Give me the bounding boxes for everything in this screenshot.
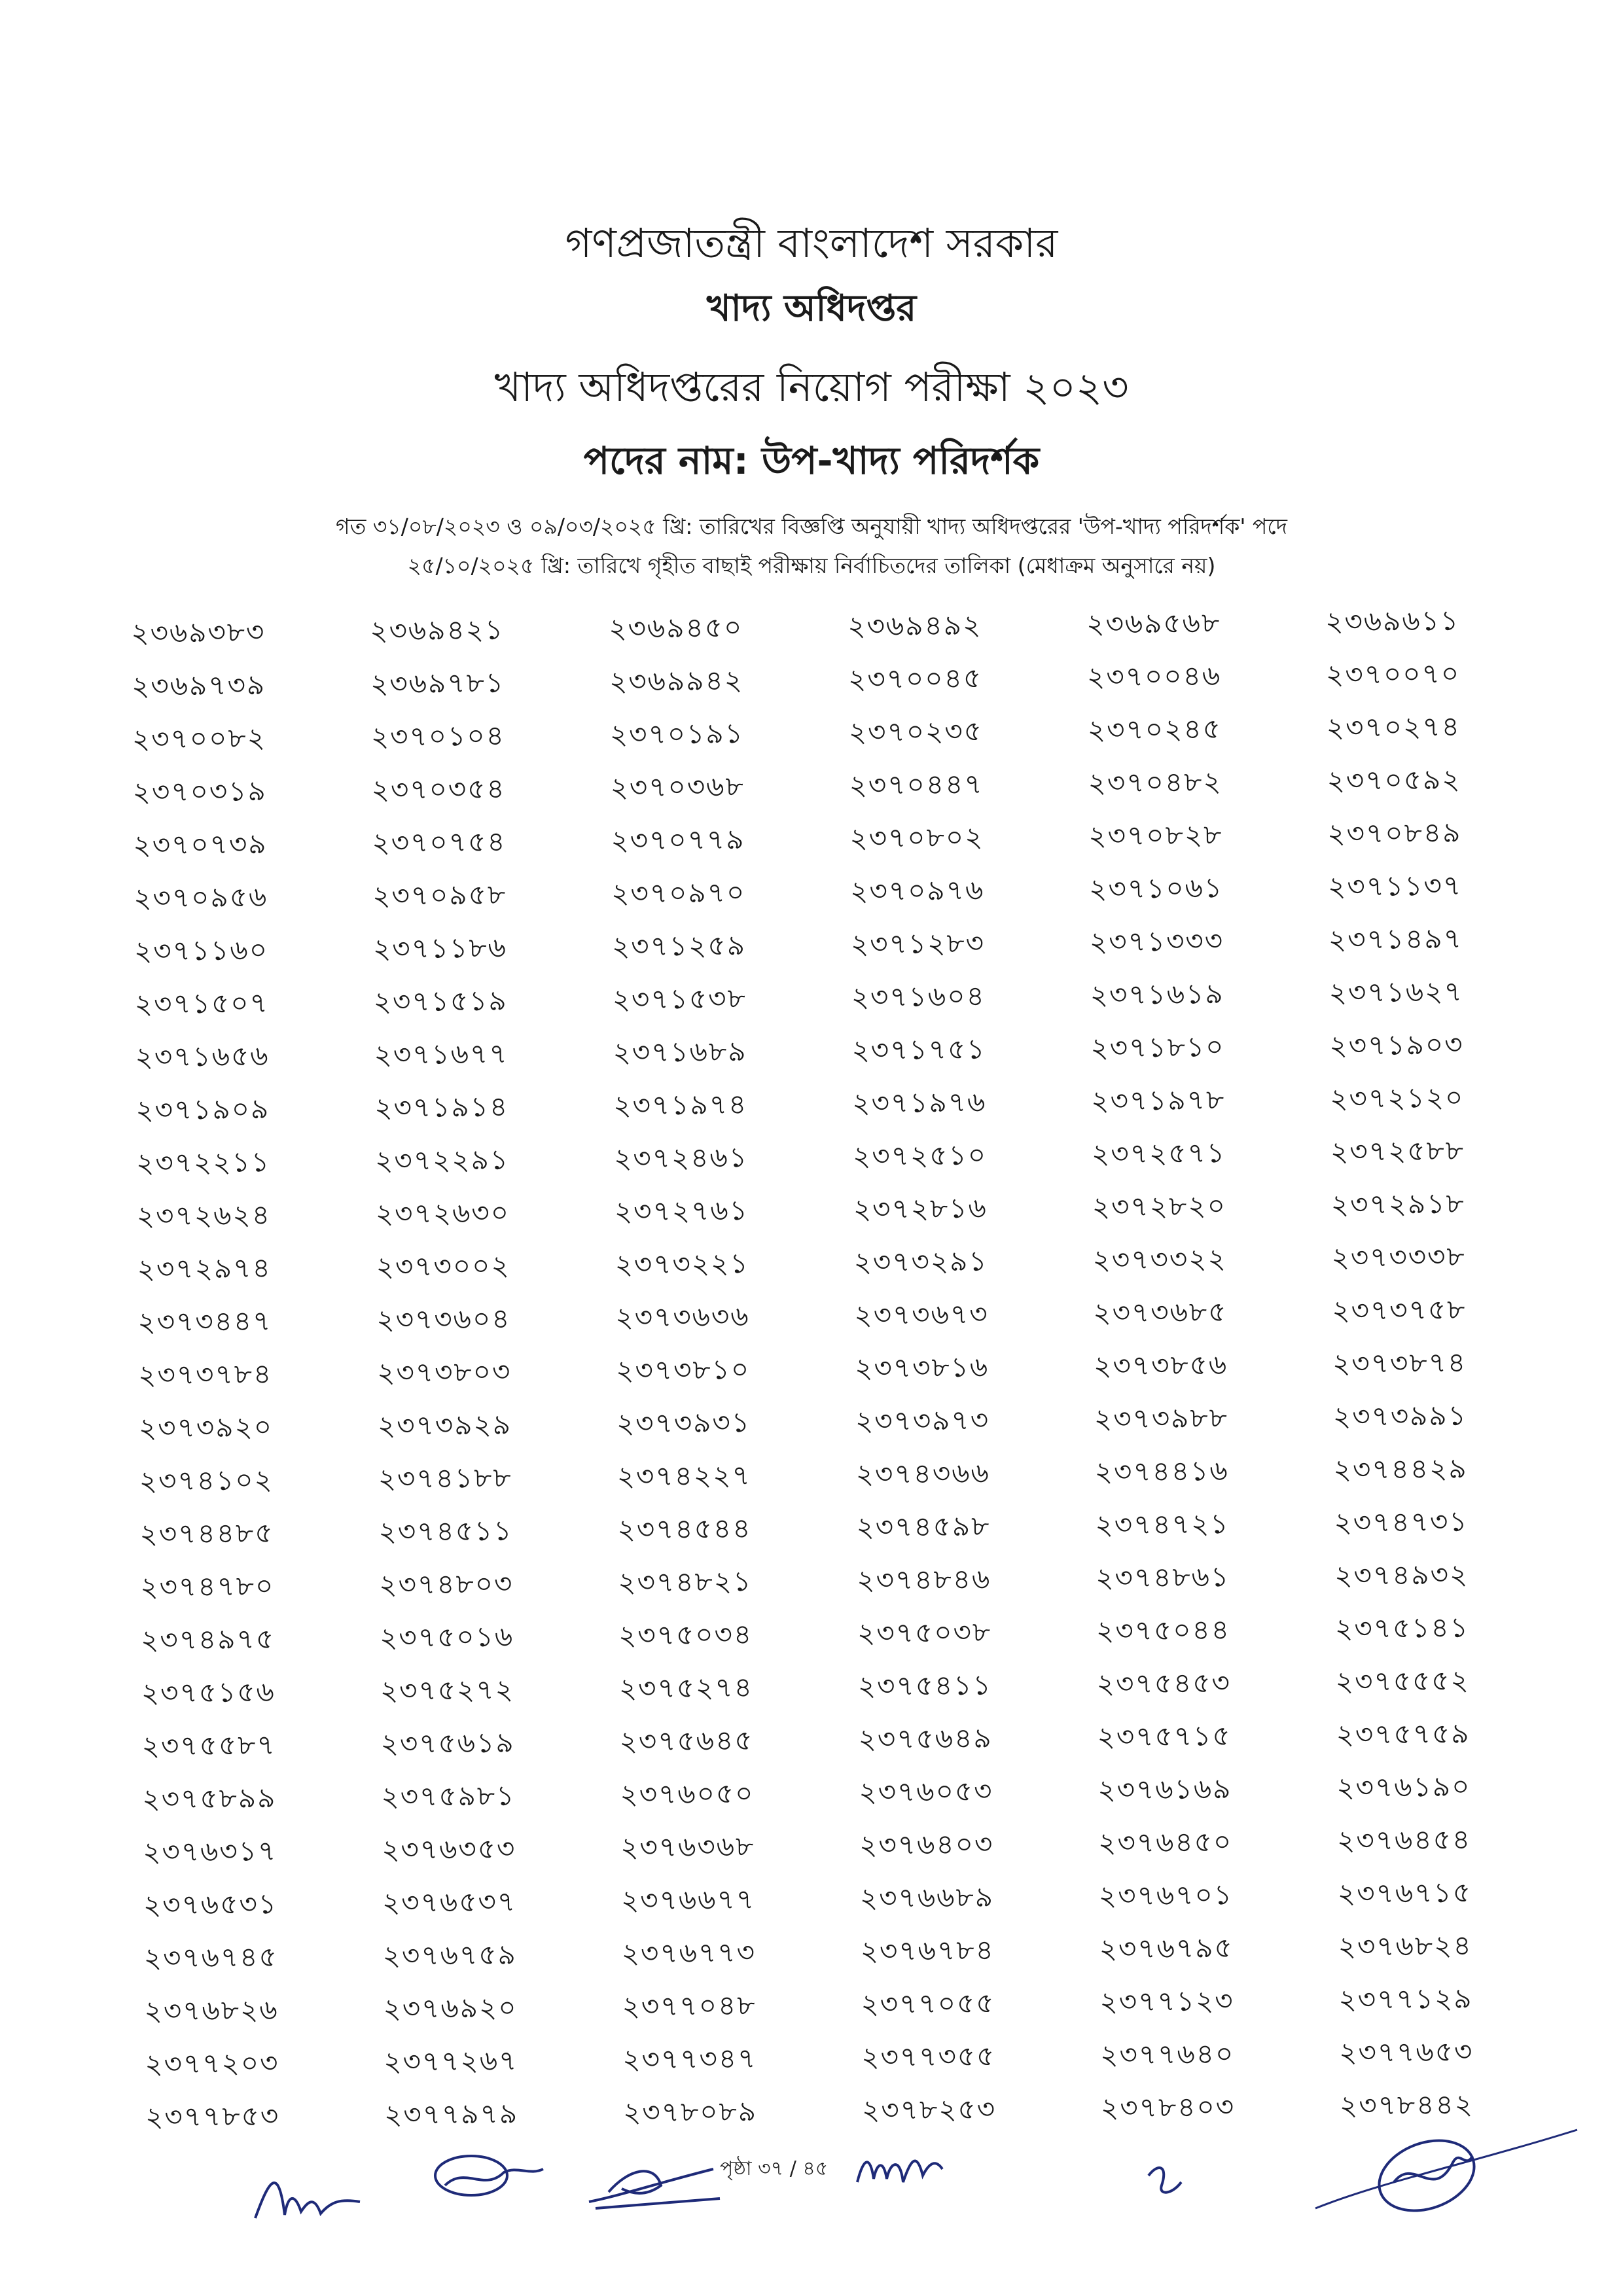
roll-number-cell: ২৩৬৯৪৫০	[609, 611, 743, 645]
roll-number-cell: ২৩৭৭০৫৫	[861, 1987, 995, 2021]
roll-number-cell: ২৩৬৯৭৮১	[370, 666, 505, 700]
roll-number-cell: ২৩৭৩৯৮৮	[1094, 1401, 1229, 1435]
roll-number-cell: ২৩৭৪৫৪৪	[617, 1511, 752, 1545]
roll-number-cell: ২৩৭৭২০৩	[145, 2046, 279, 2080]
roll-number-cell: ২৩৭৭৮৫৩	[145, 2099, 280, 2133]
roll-number-cell: ২৩৭২৫১০	[852, 1139, 988, 1173]
roll-number-cell: ২৩৭৬০৫৩	[859, 1775, 993, 1809]
roll-number-cell: ২৩৭১৬২৭	[1329, 975, 1464, 1009]
roll-number-cell: ২৩৭১১৮৬	[372, 931, 508, 965]
roll-number-cell: ২৩৬৯৫৬৮	[1086, 607, 1221, 640]
roll-number-cell: ২৩৭১২৮৩	[850, 927, 986, 961]
roll-number-cell: ২৩৭৬৮২৪	[1338, 1929, 1472, 1963]
government-title: গণপ্রজাতন্ত্রী বাংলাদেশ সরকার	[565, 219, 1058, 267]
roll-number-cell: ২৩৭১১৩৭	[1327, 869, 1463, 903]
roll-number-cell: ২৩৭৩৬৩৬	[615, 1299, 750, 1333]
roll-number-cell: ২৩৭৫৪৫৩	[1096, 1666, 1232, 1700]
roll-number-cell: ২৩৭৫৯৮১	[381, 1779, 516, 1813]
roll-number-cell: ২৩৭৩৬০৪	[376, 1302, 511, 1336]
roll-number-cell: ২৩৭৬৫৩১	[143, 1887, 278, 1921]
roll-number-cell: ২৩৭৬৩৬৮	[620, 1829, 755, 1863]
roll-number-cell: ২৩৭২৭৬১	[614, 1193, 749, 1227]
roll-number-cell: ২৩৭৪৭৮০	[140, 1569, 275, 1603]
roll-number-cell: ২৩৭১৯৭৮	[1091, 1083, 1226, 1117]
roll-number-cell: ২৩৭৪৮৬১	[1096, 1560, 1230, 1594]
roll-number-cell: ২৩৭৫১৪১	[1334, 1611, 1470, 1645]
roll-number-cell: ২৩৭৫৬১৯	[380, 1726, 515, 1760]
roll-number-cell: ২৩৭৬৫৩৭	[382, 1885, 517, 1919]
roll-number-cell: ২৩৭৩৮১০	[615, 1352, 751, 1386]
roll-number-cell: ২৩৬৯৪৯২	[847, 609, 982, 643]
roll-number-cell: ২৩৭২৮২০	[1092, 1189, 1227, 1223]
roll-number-cell: ২৩৭৬১৬৯	[1097, 1772, 1232, 1806]
roll-number-cell: ২৩৭৬৭৪৫	[143, 1940, 279, 1974]
roll-number-cell: ২৩৭৬৭৮৪	[860, 1934, 995, 1968]
roll-number-cell: ২৩৬৯৪২১	[370, 613, 505, 647]
roll-number-cell: ২৩৭৩৬৭৩	[854, 1298, 989, 1332]
roll-number-cell: ২৩৭৪৭৩১	[1334, 1505, 1469, 1539]
roll-number-cell: ২৩৭১৯৭৬	[852, 1086, 987, 1120]
roll-number-cell: ২৩৭০৮৪৯	[1327, 816, 1462, 850]
roll-number-cell: ২৩৭৬৪৫০	[1097, 1825, 1233, 1859]
roll-number-cell: ২৩৭১৮১০	[1090, 1030, 1225, 1064]
roll-number-cell: ২৩৭৩২৯১	[853, 1245, 988, 1279]
roll-number-cell: ২৩৭০০৭০	[1325, 657, 1461, 691]
roll-number-cell: ২৩৭৫৮৯৯	[142, 1781, 277, 1815]
roll-number-cell: ২৩৭২৮১৬	[853, 1192, 988, 1226]
roll-number-cell: ২৩৭৫২৭২	[380, 1673, 515, 1707]
roll-number-cell: ২৩৭৪২২৭	[616, 1458, 752, 1492]
roll-number-cell: ২৩৭৬৩১৭	[142, 1834, 277, 1868]
roll-number-cell: ২৩৭০৯৫৬	[133, 881, 268, 914]
roll-number-cell: ২৩৭৭৩৪৭	[622, 2041, 757, 2075]
roll-number-cell: ২৩৭১৩৩৩	[1089, 924, 1224, 958]
roll-number-cell: ২৩৭৩৮৫৬	[1093, 1348, 1228, 1382]
roll-number-cell: ২৩৭৪১০২	[139, 1463, 274, 1497]
roll-number-cell: ২৩৭৩৯৩১	[616, 1405, 751, 1439]
roll-number-cell: ২৩৭০৫৯২	[1327, 763, 1461, 797]
roll-number-cell: ২৩৭৬৭৯৫	[1099, 1931, 1234, 1965]
signature-5	[1139, 2156, 1191, 2208]
roll-number-cell: ২৩৭৪৮৪৬	[857, 1563, 991, 1597]
roll-number-cell: ২৩৭৬৭০১	[1098, 1878, 1234, 1912]
roll-number-cell: ২৩৭০৭৩৯	[133, 828, 268, 861]
roll-number-cell: ২৩৬৯৯৪২	[609, 664, 744, 698]
roll-number-cell: ২৩৭৬৪০৩	[859, 1828, 994, 1862]
roll-number-cell: ২৩৭১৬৫৬	[135, 1040, 270, 1073]
post-name: পদের নাম: উপ-খাদ্য পরিদর্শক	[583, 438, 1040, 483]
roll-number-cell: ২৩৭৮৪০৩	[1100, 2090, 1236, 2124]
department-title: খাদ্য অধিদপ্তর	[706, 287, 917, 330]
signature-6	[1302, 2097, 1590, 2228]
roll-number-cell: ২৩৭৬৯২০	[383, 1991, 518, 2025]
roll-number-cell: ২৩৭৪৩৬৬	[855, 1457, 991, 1491]
signature-4	[851, 2136, 949, 2195]
roll-number-cell: ২৩৭১৬০৪	[851, 980, 986, 1014]
roll-number-cell: ২৩৭০৮০২	[849, 821, 984, 855]
roll-number-cell: ২৩৭৫৫৫২	[1335, 1664, 1471, 1698]
roll-number-cell: ২৩৭৭৯৭৯	[383, 2097, 519, 2131]
roll-number-cell: ২৩৭০০৪৫	[847, 662, 983, 696]
roll-number-cell: ২৩৭৩৩২২	[1092, 1242, 1227, 1276]
roll-number-cell: ২৩৭১৯০৩	[1329, 1028, 1464, 1062]
roll-number-cell: ২৩৭৬৬৭৭	[620, 1882, 756, 1916]
roll-number-cell: ২৩৭৪৮০৩	[379, 1567, 514, 1601]
roll-number-grid	[131, 598, 1578, 2149]
roll-number-cell: ২৩৭০১৯১	[609, 717, 745, 751]
roll-number-cell: ২৩৭১৪৯৭	[1328, 922, 1463, 956]
roll-number-cell: ২৩৭৫০৪৪	[1096, 1613, 1231, 1647]
roll-number-cell: ২৩৭৬৪৫৪	[1336, 1823, 1472, 1857]
roll-number-cell: ২৩৭০৩৫৪	[371, 772, 506, 806]
roll-number-cell: ২৩৭২৬২৪	[136, 1198, 272, 1232]
roll-number-cell: ২৩৭৩৭৮৪	[137, 1357, 273, 1391]
roll-number-cell: ২৩৭১২৫৯	[611, 929, 747, 963]
roll-number-cell: ২৩৭৩৮০৩	[376, 1355, 512, 1389]
roll-number-cell: ২৩৭০২৩৫	[848, 715, 984, 749]
roll-number-cell: ২৩৭০৩৬৮	[610, 770, 745, 804]
roll-number-cell: ২৩৭৫৪১১	[857, 1669, 992, 1703]
roll-number-cell: ২৩৭৫৭৫৯	[1336, 1717, 1471, 1751]
roll-number-cell: ২৩৭১০৬১	[1088, 871, 1224, 905]
roll-number-cell: ২৩৭৫১৫৬	[141, 1675, 276, 1709]
roll-number-cell: ২৩৭১৫৩৮	[612, 981, 747, 1016]
roll-number-cell: ২৩৭৫০১৬	[379, 1620, 514, 1654]
roll-number-cell: ২৩৭০৭৫৪	[372, 825, 507, 859]
roll-number-cell: ২৩৭১৫১৯	[373, 984, 508, 1018]
roll-number-cell: ২৩৭২৯৭৪	[137, 1251, 272, 1285]
signature-1	[249, 2156, 366, 2228]
roll-number-cell: ২৩৭৬৮২৬	[144, 1993, 279, 2027]
roll-number-cell: ২৩৭২৫৭১	[1091, 1136, 1226, 1170]
roll-number-cell: ২৩৭৫৫৮৭	[141, 1728, 276, 1762]
roll-number-cell: ২৩৭১৬১৯	[1090, 977, 1224, 1011]
roll-number-cell: ২৩৭০৭৭৯	[611, 823, 745, 857]
roll-number-cell: ২৩৭১৯১৪	[374, 1090, 509, 1124]
roll-number-cell: ২৩৭২৪৬১	[613, 1140, 749, 1174]
roll-number-cell: ২৩৭৬০৫০	[620, 1776, 755, 1810]
roll-number-cell: ২৩৭৭১২৯	[1338, 1982, 1473, 2016]
roll-number-cell: ২৩৭০৯৫৮	[372, 878, 507, 912]
roll-number-cell: ২৩৭৭২৬৭	[383, 2044, 518, 2078]
roll-number-cell: ২৩৬৯৩৮৩	[131, 616, 266, 649]
roll-number-cell: ২৩৭০৪৪৭	[849, 768, 984, 802]
roll-number-cell: ২৩৭৪৪৮৫	[139, 1516, 274, 1550]
roll-number-cell: ২৩৭০০৪৬	[1086, 660, 1222, 693]
roll-number-cell: ২৩৭০১০৪	[370, 719, 506, 753]
roll-number-cell: ২৩৭৭০৪৮	[622, 1988, 757, 2022]
roll-number-cell: ২৩৭৬৭৭৩	[621, 1935, 757, 1969]
roll-number-cell: ২৩৭৪৯৩২	[1334, 1558, 1469, 1592]
roll-number-cell: ২৩৭৫০৩৪	[618, 1617, 753, 1651]
roll-number-cell: ২৩৭৩৯৭৩	[855, 1404, 990, 1438]
roll-number-cell: ২৩৭৪৪২৯	[1333, 1452, 1468, 1486]
roll-number-cell: ২৩৭৬৬৮৯	[859, 1881, 995, 1915]
notice-text	[0, 507, 1623, 586]
roll-number-cell: ২৩৭২২১১	[135, 1145, 271, 1179]
roll-number-cell: ২৩৭১৫০৭	[134, 987, 270, 1020]
roll-number-cell: ২৩৭৪৯৭৫	[140, 1622, 276, 1656]
roll-number-cell: ২৩৭৩৭৫৮	[1332, 1293, 1467, 1327]
roll-number-cell: ২৩৭৬১৯০	[1336, 1770, 1471, 1804]
roll-number-cell: ২৩৭০৩১৯	[132, 775, 267, 808]
roll-number-cell: ২৩৭৭১২৩	[1099, 1984, 1234, 2018]
roll-number-cell: ২৩৭৪১৮৮	[378, 1461, 512, 1495]
roll-number-cell: ২৩৭৫০৩৮	[857, 1616, 992, 1650]
roll-number-cell: ২৩৭০২৪৫	[1087, 713, 1222, 746]
roll-number-cell: ২৩৭৭৬৫৩	[1338, 2035, 1474, 2069]
roll-number-cell: ২৩৭৫৬৪৫	[619, 1723, 754, 1757]
roll-number-cell: ২৩৭৩২২১	[615, 1246, 749, 1280]
signature-2	[419, 2146, 550, 2205]
roll-number-cell: ২৩৭৩৬৮৫	[1093, 1295, 1228, 1329]
roll-number-cell: ২৩৭৪৫১১	[378, 1514, 513, 1548]
roll-number-cell: ২৩৭৭৬৪০	[1100, 2037, 1235, 2071]
roll-number-cell: ২৩৭৩৯২৯	[377, 1408, 512, 1442]
roll-number-cell: ২৩৭২৬৩০	[375, 1196, 510, 1230]
roll-number-cell: ২৩৭৮২৫৩	[861, 2093, 997, 2127]
roll-number-cell: ২৩৭০৪৮২	[1088, 766, 1222, 799]
roll-number-cell: ২৩৭৩৪৪৭	[137, 1304, 272, 1338]
roll-number-cell: ২৩৭৩০০২	[376, 1249, 511, 1283]
page-number: পৃষ্ঠা ৩৭ / ৪৫	[720, 2157, 829, 2180]
notice-line-2: ২৫/১০/২০২৫ খ্রি: তারিখে গৃহীত বাছাই পরীক্ষায় নির্বাচিতদের তালিকা (মেধাক্রম অনুসারে নয়)	[407, 553, 1216, 578]
exam-title: খাদ্য অধিদপ্তরের নিয়োগ পরীক্ষা ২০২৩	[494, 363, 1129, 411]
roll-number-cell: ২৩৭৪৪১৬	[1094, 1454, 1229, 1488]
roll-number-cell: ২৩৭৫২৭৪	[618, 1670, 754, 1704]
roll-number-cell: ২৩৭১১৬০	[134, 934, 269, 967]
roll-number-cell: ২৩৭০০৮২	[132, 722, 267, 755]
roll-number-cell: ২৩৭৩৮১৬	[854, 1351, 990, 1385]
roll-number-cell: ২৩৭৬৭১৫	[1337, 1876, 1472, 1910]
roll-number-cell: ২৩৭০৯৭৬	[849, 874, 985, 908]
roll-number-cell: ২৩৭১৯৭৪	[613, 1087, 748, 1122]
roll-number-cell: ২৩৭১৬৮৯	[613, 1034, 747, 1069]
roll-number-cell: ২৩৭৬৩৫৩	[381, 1832, 516, 1866]
roll-number-cell: ২৩৭৫৭১৫	[1097, 1719, 1232, 1753]
roll-number-cell: ২৩৭৪৮২১	[618, 1564, 753, 1598]
notice-line-1: গত ৩১/০৮/২০২৩ ও ০৯/০৩/২০২৫ খ্রি: তারিখের বিজ্ঞপ্তি অনুযায়ী খাদ্য অধিদপ্তরের 'উপ-খাদ্য পরিদর্শক' পদে	[336, 514, 1287, 539]
roll-number-cell: ২৩৭৫৬৪৯	[858, 1722, 993, 1756]
signature-3	[582, 2156, 726, 2215]
roll-number-cell: ২৩৬৯৬১১	[1325, 604, 1460, 638]
roll-number-cell: ২৩৭৩৩৩৮	[1331, 1240, 1466, 1274]
roll-number-cell: ২৩৬৯৭৩৯	[131, 669, 266, 702]
roll-number-cell: ২৩৭৬৭৫৯	[382, 1938, 518, 1972]
roll-number-cell: ২৩৭২১২০	[1329, 1081, 1465, 1115]
roll-number-cell: ২৩৭২৫৮৮	[1330, 1134, 1465, 1168]
roll-number-cell: ২৩৭২৯১৮	[1330, 1187, 1466, 1221]
roll-number-cell: ২৩৭০৯৭০	[611, 876, 746, 910]
roll-number-cell: ২৩৭৪৫৯৮	[856, 1510, 991, 1544]
roll-number-cell: ২৩৭৭৩৫৫	[861, 2040, 996, 2074]
roll-number-cell: ২৩৭০৮২৮	[1088, 819, 1223, 852]
roll-number-cell: ২৩৭০২৭৪	[1326, 710, 1461, 744]
roll-number-cell: ২৩৭৩৯২০	[138, 1410, 274, 1444]
roll-number-cell: ২৩৭২২৯১	[374, 1143, 510, 1177]
roll-number-cell: ২৩৭৩৯৯১	[1332, 1399, 1468, 1433]
roll-number-cell: ২৩৭১৬৭৭	[374, 1037, 508, 1071]
roll-number-cell: ২৩৭১৯০৯	[135, 1092, 270, 1126]
roll-number-cell: ২৩৭৮৪৪২	[1339, 2088, 1474, 2122]
roll-number-cell: ২৩৭৮০৮৯	[622, 2094, 758, 2128]
roll-number-cell: ২৩৭৪৭২১	[1095, 1507, 1230, 1541]
roll-number-cell: ২৩৭১৭৫১	[851, 1033, 986, 1067]
roll-number-cell: ২৩৭৩৮৭৪	[1332, 1346, 1467, 1380]
